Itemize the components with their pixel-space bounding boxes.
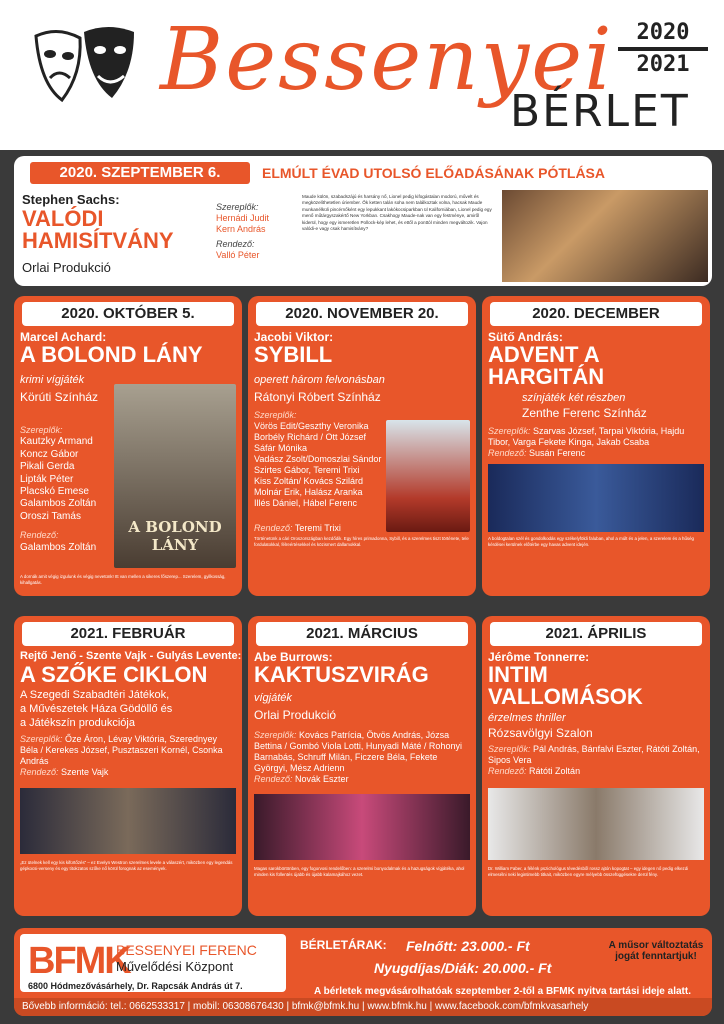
- card-poster: [114, 384, 236, 568]
- cast-list: Kautzky Armand Koncz Gábor Pikali Gerda Lipták Péter Placskó Emese Galambos Zoltán Oroszi Tamás: [20, 436, 97, 522]
- event-card-oktober: [14, 296, 242, 596]
- director: Rátóti Zoltán: [529, 766, 581, 776]
- cast-list: Kovács Patrícia, Ötvös András, Józsa Bettina / Gombó Viola Lotti, Hunyadi Máté / Rohonyi Barnabás, Schruff Milán, Ficzere Béla, Fekete Györgyi, Mész Adrienn: [254, 730, 462, 773]
- top-date: 2020. SZEPTEMBER 6.: [30, 162, 250, 184]
- event-card-februar: [14, 616, 242, 916]
- bfmk-logo: BFMK: [28, 940, 130, 982]
- card-credits: [20, 424, 112, 554]
- brand-title: Bessenyei: [160, 10, 614, 110]
- card-date: 2021. MÁRCIUS: [256, 622, 468, 646]
- cast-label: Szereplők:: [488, 744, 531, 754]
- top-description: Maude külön, szabadszájú és harsány nő, Lionel pedig kifogástalan modorú, művelt és megközelíthetetlen úriember. Ők ketten talán soha nem találkoztak volna, hacsak Maude munkanélküli pincérnőként egy lepukkant lakókocsiparkban ül Kaliforniában, Lionel pedig egy menő műtárgyszakértő New Yorkban. Csakhogy Maude-nak van egy festménye, amiről kiderül, hogy egy ismeretlen Pollock-kép lehet, és ettől a ponttól minden megváltozik. Vajon valódi-e vagy csak hamisítvány?: [302, 194, 492, 232]
- director-label: Rendező:: [20, 767, 59, 777]
- card-credits: [20, 734, 236, 778]
- director: Galambos Zoltán: [20, 541, 97, 553]
- poster-title: A BOLOND LÁNY: [128, 518, 222, 554]
- card-credits: [488, 426, 704, 459]
- prices-label: BÉRLETÁRAK:: [300, 938, 387, 952]
- contact-info[interactable]: Bővebb információ: tel.: 0662533317 | mobil: 06308676430 | bfmk@bfmk.hu | www.bfmk.hu | www.facebook.com/bfmkvasarhely: [14, 998, 712, 1016]
- director-line: [254, 774, 470, 785]
- director: Szente Vajk: [61, 767, 109, 777]
- year-top: 2020: [636, 20, 690, 45]
- cast-label: Szereplők:: [20, 425, 63, 435]
- cast-label: Szereplők:: [254, 410, 297, 420]
- year-bottom: 2021: [636, 52, 690, 77]
- card-date: 2021. FEBRUÁR: [22, 622, 234, 646]
- card-description: Magas sarokbörtönben, egy fogorvosi rendelőben: a szerelmi bonyodalmak és a hazugságok vígjátéka, ahol minden kis füllentés újabb és újabb kalamajkához vezet.: [254, 866, 465, 878]
- top-author: Stephen Sachs:: [22, 192, 120, 207]
- director-label: Rendező:: [488, 448, 527, 458]
- card-credits: [488, 744, 704, 777]
- card-description: „Ez ütelnek kell egy kis kifürtőzés” – ez Evelyn Westron szerelmes levele a válaszért, miközben egy legendás gépkocsi-verseny és egy titokzatos szőke nő körül forognak az események.: [20, 860, 233, 872]
- director: Susán Ferenc: [529, 448, 586, 458]
- card-photo: [254, 794, 470, 860]
- card-author: Rejtő Jenő - Szente Vajk - Gulyás Levente:: [20, 650, 242, 662]
- top-photo: [502, 190, 708, 282]
- footer: [14, 928, 712, 1016]
- top-event: [14, 156, 712, 286]
- card-production: Rátonyi Róbert Színház: [254, 390, 381, 404]
- card-author: Sütő András:: [488, 330, 563, 344]
- event-card-aprilis: [482, 616, 710, 916]
- card-photo: [20, 788, 236, 854]
- card-description: Dr. William Faber, a félénk pszichológus tévedésből rossz ajtón kopogtat – egy idegen nő pedig elkezdi elmesélni neki legintimebb titkait, miközben egyre mélyebb összefüggésekre derül fény.: [488, 866, 689, 878]
- card-production: Körúti Színház: [20, 390, 99, 404]
- card-production: Rózsavölgyi Szalon: [488, 726, 593, 740]
- director: Teremi Trixi: [294, 523, 341, 533]
- program-notice: A műsor változtatás jogát fenntartjuk!: [608, 940, 704, 962]
- cast-list: Szarvas József, Tarpai Viktória, Hajdu Tibor, Varga Fekete Kinga, Jakab Csaba: [488, 426, 685, 447]
- cast-list: Pál András, Bánfalvi Eszter, Rátóti Zoltán, Sipos Vera: [488, 744, 700, 765]
- director-line: [488, 766, 704, 777]
- card-play: ADVENT A HARGITÁN: [488, 342, 605, 389]
- card-date: 2020. OKTÓBER 5.: [22, 302, 234, 326]
- top-title: ELMÚLT ÉVAD UTOLSÓ ELŐADÁSÁNAK PÓTLÁSA: [262, 165, 605, 181]
- top-director-label: Rendező:: [216, 239, 255, 249]
- card-date: 2020. DECEMBER: [490, 302, 702, 326]
- top-director: Valló Péter: [216, 250, 260, 260]
- year-divider: [618, 47, 708, 51]
- cast-label: Szereplők:: [20, 734, 63, 744]
- card-date: 2021. ÁPRILIS: [490, 622, 702, 646]
- sale-info: A bérletek megvásárolhatóak szeptember 2-től a BFMK nyitva tartási ideje alatt.: [314, 986, 691, 997]
- event-card-december: [482, 296, 710, 596]
- card-author: Jacobi Viktor:: [254, 330, 334, 344]
- card-photo: [488, 788, 704, 860]
- header: [0, 0, 724, 150]
- card-description: Történetünk a cári Oroszországban kezdődik. Egy híres primadonna, Sybill, és a szerelmes tiszt története, tele fordulatokkal, félreértésekkel és közismert dallamokkal.: [254, 536, 469, 548]
- director-line: [20, 767, 236, 778]
- director-line: [254, 523, 394, 534]
- card-description: A dornák amit végig izgulunk és végig nevetünk! Itt van mellen a sikeres főszerep... Szerelem, gyilkosság, kihallgatás.: [20, 574, 226, 586]
- card-genre: krimi vígjáték: [20, 374, 85, 386]
- card-production: Orlai Produkció: [254, 708, 337, 722]
- org-subname: Művelődési Központ: [116, 959, 234, 974]
- card-production: Zenthe Ferenc Színház: [522, 406, 647, 420]
- card-author: Jérôme Tonnerre:: [488, 650, 590, 664]
- card-genre: operett három felvonásban: [254, 374, 385, 386]
- cast-list: Őze Áron, Lévay Viktória, Szerednyey Béla / Kerekes József, Pusztaszeri Kornél, Csonka András: [20, 734, 223, 766]
- card-play: A BOLOND LÁNY: [20, 342, 203, 367]
- director-label: Rendező:: [254, 523, 293, 533]
- top-cast: Hernádi Judit Kern András: [216, 213, 270, 234]
- card-author: Abe Burrows:: [254, 650, 333, 664]
- top-cast-label: Szereplők:: [216, 202, 259, 212]
- director: Novák Eszter: [295, 774, 349, 784]
- org-name: BESSENYEI FERENC: [116, 942, 257, 958]
- subtitle: BÉRLET: [510, 86, 690, 137]
- theatre-masks-icon: [28, 22, 143, 122]
- director-label: Rendező:: [20, 530, 59, 541]
- card-production: A Szegedi Szabadtéri Játékok, a Művészetek Háza Gödöllő és a Játékszín produkciója: [20, 689, 173, 729]
- card-genre: érzelmes thriller: [488, 712, 566, 724]
- event-card-november: [248, 296, 476, 596]
- price-reduced: Nyugdíjas/Diák: 20.000.- Ft: [374, 960, 552, 976]
- top-credits: [216, 202, 296, 261]
- card-genre: színjáték két részben: [522, 392, 626, 404]
- card-photo: [386, 420, 470, 532]
- director-label: Rendező:: [488, 766, 527, 776]
- card-play: KAKTUSZVIRÁG: [254, 662, 429, 687]
- org-address: 6800 Hódmezővásárhely, Dr. Rapcsák András út 7.: [28, 981, 243, 991]
- cast-label: Szereplők:: [254, 730, 297, 740]
- top-production: Orlai Produkció: [22, 260, 111, 275]
- card-genre: vígjáték: [254, 692, 292, 704]
- card-play: INTIM VALLOMÁSOK: [488, 662, 643, 709]
- top-play: VALÓDI HAMISÍTVÁNY: [22, 206, 174, 253]
- director-line: [488, 448, 704, 459]
- price-adult: Felnőtt: 23.000.- Ft: [406, 938, 530, 954]
- card-description: A boldogtalan szél és gondolkodás egy székelyföldi faluban, ahol a múlt és a jelen, a szerelem és a hűség kérdései kerülnek előtérbe egy havas advent idején.: [488, 536, 695, 548]
- event-card-marcius: [248, 616, 476, 916]
- card-date: 2020. NOVEMBER 20.: [256, 302, 468, 326]
- director-label: Rendező:: [254, 774, 293, 784]
- card-play: SYBILL: [254, 342, 333, 367]
- org-logo-box: [20, 934, 286, 992]
- card-photo: [488, 464, 704, 532]
- card-play: A SZŐKE CIKLON: [20, 662, 208, 687]
- card-credits: [254, 410, 394, 534]
- cast-label: Szereplők:: [488, 426, 531, 436]
- card-credits: [254, 730, 470, 785]
- season-year: [618, 20, 708, 78]
- card-author: Marcel Achard:: [20, 330, 107, 344]
- cast-list: Vörös Edit/Geszthy Veronika Borbély Richárd / Ott József Sáfár Mónika Vadász Zsolt/Domoszlai Sándor Szirtes Gábor, Teremi Trixi Kiss Zoltán/ Kovács Szilárd Molnár Erik, Halász Aranka Illés Dániel, Hábel Ferenc: [254, 421, 382, 508]
